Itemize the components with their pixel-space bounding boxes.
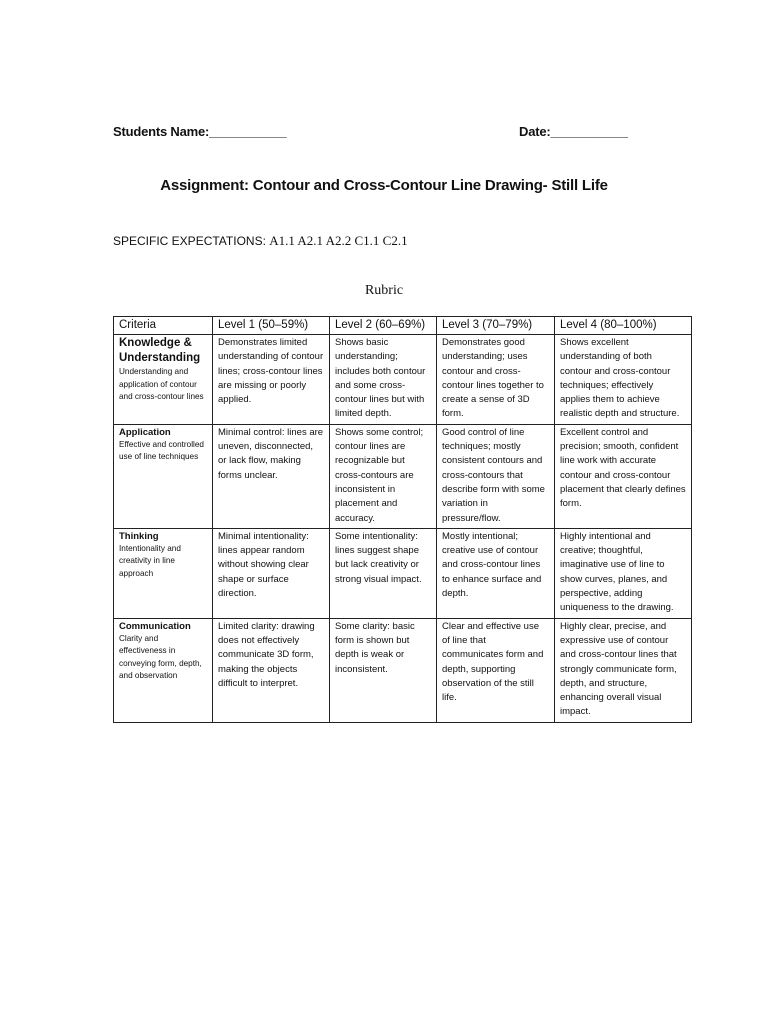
- level-3-cell: Mostly intentional; creative use of contour and cross-contour lines to enhance surface and depth.: [437, 528, 555, 618]
- rubric-title: Rubric: [364, 283, 404, 298]
- criterion-cell: [114, 618, 213, 722]
- level-4-cell: Highly clear, precise, and expressive use of contour and cross-contour lines that strongly communicate form, depth, and structure, enhancing overall visual impact.: [555, 618, 692, 722]
- level-2-cell: Shows some control; contour lines are recognizable but cross-contours are inconsistent in placement and accuracy.: [330, 424, 437, 528]
- level-1-cell: Demonstrates limited understanding of contour lines; cross-contour lines are missing or poorly applied.: [213, 335, 330, 425]
- header-level-1: Level 1 (50–59%): [213, 317, 330, 335]
- level-3-cell: Good control of line techniques; mostly consistent contours and cross-contours that describe form with some variation in pressure/flow.: [437, 424, 555, 528]
- level-2-cell: Shows basic understanding; includes both contour and some cross-contour lines but with limited depth.: [330, 335, 437, 425]
- criterion-name: Knowledge & Understanding: [119, 337, 201, 364]
- level-3-cell: Clear and effective use of line that communicates form and depth, supporting observation of the still life.: [437, 618, 555, 722]
- header-level-2: Level 2 (60–69%): [330, 317, 437, 335]
- header-level-4: Level 4 (80–100%): [555, 317, 692, 335]
- level-2-cell: Some clarity: basic form is shown but depth is weak or inconsistent.: [330, 618, 437, 722]
- level-4-cell: Shows excellent understanding of both contour and cross-contour techniques; effectively applies them to achieve realistic depth and structure.: [555, 335, 692, 425]
- table-row: [114, 335, 692, 425]
- date-field: Date:___________: [519, 124, 628, 139]
- assignment-title: Assignment: Contour and Cross-Contour Line Drawing- Still Life: [160, 177, 608, 194]
- level-1-cell: Minimal control: lines are uneven, disconnected, or lack flow, making forms unclear.: [213, 424, 330, 528]
- students-name-field: Students Name:___________: [113, 124, 287, 139]
- level-1-cell: Limited clarity: drawing does not effectively communicate 3D form, making the objects difficult to interpret.: [213, 618, 330, 722]
- header-criteria: Criteria: [114, 317, 213, 335]
- table-row: [114, 424, 692, 528]
- criterion-name: Communication: [119, 620, 191, 632]
- criterion-name: Application: [119, 426, 171, 438]
- criterion-description: Intentionality and creativity in line approach: [119, 543, 181, 578]
- criterion-cell: [114, 528, 213, 618]
- criterion-cell: [114, 424, 213, 528]
- criterion-description: Effective and controlled use of line techniques: [119, 439, 204, 462]
- criterion-description: Clarity and effectiveness in conveying form, depth, and observation: [119, 633, 202, 681]
- level-3-cell: Demonstrates good understanding; uses contour and cross-contour lines together to create a sense of 3D form.: [437, 335, 555, 425]
- criterion-cell: [114, 335, 213, 425]
- table-row: [114, 528, 692, 618]
- level-4-cell: Highly intentional and creative; thoughtful, imaginative use of line to show curves, planes, and perspective, adding uniqueness to the drawing.: [555, 528, 692, 618]
- header-level-3: Level 3 (70–79%): [437, 317, 555, 335]
- level-4-cell: Excellent control and precision; smooth, confident line work with accurate contour and cross-contour placement that clearly defines form.: [555, 424, 692, 528]
- criterion-name: Thinking: [119, 530, 159, 542]
- level-1-cell: Minimal intentionality: lines appear random without showing clear shape or surface direction.: [213, 528, 330, 618]
- specific-expectations: [113, 233, 408, 249]
- level-2-cell: Some intentionality: lines suggest shape but lack creativity or strong visual impact.: [330, 528, 437, 618]
- expectations-codes: A1.1 A2.1 A2.2 C1.1 C2.1: [269, 233, 408, 248]
- rubric-header-row: [114, 317, 692, 335]
- criterion-description: Understanding and application of contour and cross-contour lines: [119, 367, 204, 401]
- rubric-table: [113, 316, 692, 723]
- table-row: [114, 618, 692, 722]
- expectations-label: SPECIFIC EXPECTATIONS:: [113, 234, 270, 248]
